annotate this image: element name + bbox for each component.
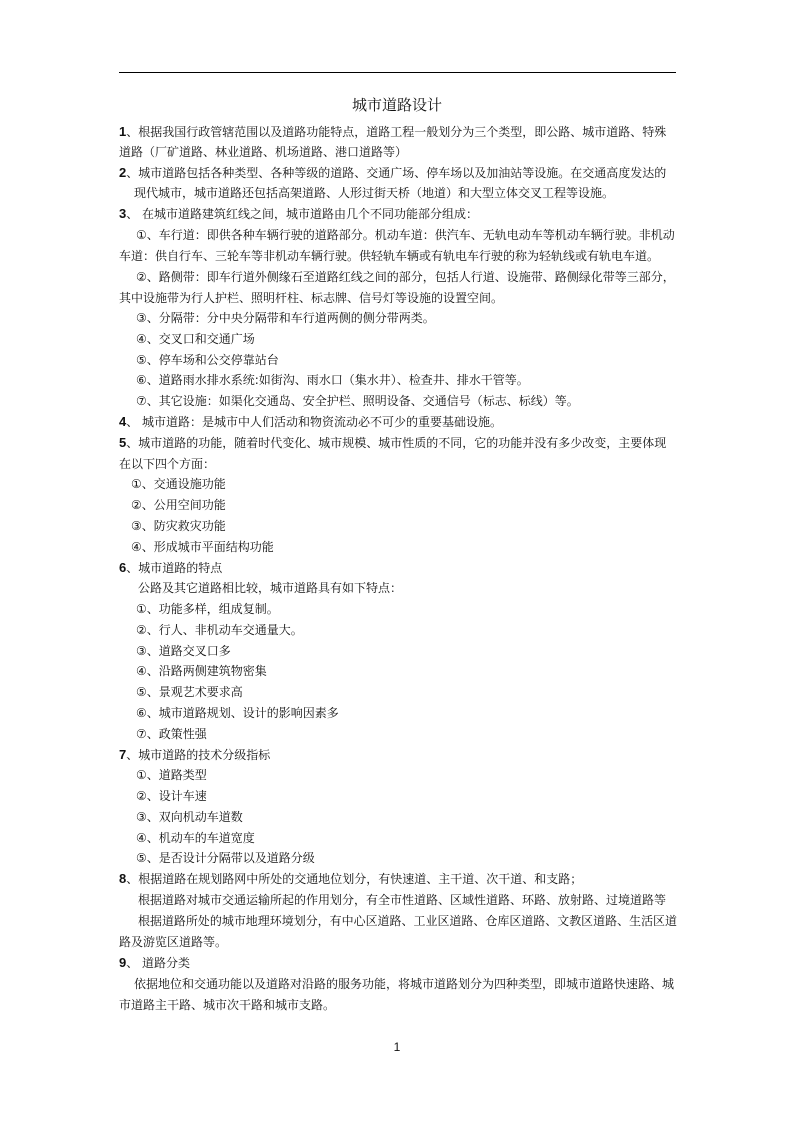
text-line	[119, 454, 215, 474]
text-line	[136, 765, 207, 785]
line-text: 现代城市，城市道路还包括高架道路、人形过街天桥（地道）和大型立体交叉工程等设施。	[134, 186, 615, 200]
line-text: 、城市道路的技术分级指标	[126, 748, 271, 762]
item-number: 1	[119, 124, 127, 139]
line-text: ④、机动车的车道宽度	[136, 831, 255, 845]
line-text: 市道路主干路、城市次干路和城市支路。	[119, 998, 336, 1012]
text-line	[136, 682, 243, 702]
line-text: ⑤、停车场和公交停靠站台	[136, 353, 279, 367]
text-line	[119, 122, 666, 142]
text-line	[138, 890, 666, 910]
text-line	[136, 370, 529, 390]
text-line	[136, 267, 675, 287]
item-number: 4	[119, 414, 127, 429]
item-number: 2	[119, 165, 127, 180]
line-text: 公路及其它道路相比较，城市道路具有如下特点：	[138, 581, 403, 595]
page-number: 1	[393, 1040, 401, 1054]
text-line	[119, 869, 582, 889]
text-line	[119, 246, 659, 266]
text-line	[119, 953, 190, 973]
line-text: 、根据道路在规划路网中所处的交通地位划分，有快速道、主干道、次干道、和支路；	[126, 872, 583, 886]
text-line	[136, 620, 303, 640]
line-text: ①、车行道：即供各种车辆行驶的道路部分。机动车道：供汽车、无轨电动车等机动车辆行驶。非机动	[136, 228, 675, 242]
line-text: ⑦、其它设施：如渠化交通岛、安全护栏、照明设备、交通信号（标志、标线）等。	[136, 394, 579, 408]
item-number: 6	[119, 560, 127, 575]
line-text: ⑤、景观艺术要求高	[136, 685, 243, 699]
line-text: 依据地位和交通功能以及道路对沿路的服务功能，将城市道路划分为四种类型，即城市道路快速路、城	[134, 977, 675, 991]
text-line	[136, 641, 231, 661]
line-text: ④、沿路两侧建筑物密集	[136, 664, 267, 678]
text-line	[136, 828, 255, 848]
line-text: 、城市道路包括各种类型、各种等级的道路、交通广场、停车场以及加油站等设施。在交通高度发达的	[126, 166, 667, 180]
line-text: 、 道路分类	[126, 956, 191, 970]
line-text: 、 在城市道路建筑红线之间，城市道路由几个不同功能部分组成：	[126, 207, 479, 221]
text-line	[136, 703, 339, 723]
text-line	[119, 433, 666, 453]
text-line	[136, 308, 435, 328]
text-line	[134, 974, 674, 994]
item-number: 9	[119, 955, 127, 970]
text-line	[131, 516, 226, 536]
text-line	[119, 142, 407, 162]
line-text: 在以下四个方面：	[119, 457, 216, 471]
line-text: ⑦、政策性强	[136, 727, 207, 741]
text-line	[136, 848, 315, 868]
line-text: ⑥、道路雨水排水系统:如街沟、雨水口（集水井）、检查井、排水干管等。	[136, 373, 529, 387]
text-line	[136, 391, 579, 411]
line-text: ②、设计车速	[136, 789, 207, 803]
line-text: ①、功能多样，组成复制。	[136, 602, 279, 616]
text-line	[136, 329, 255, 349]
text-line	[136, 807, 243, 827]
page-title: 城市道路设计	[351, 96, 442, 114]
line-text: 、城市道路的特点	[126, 561, 223, 575]
item-number: 3	[119, 206, 127, 221]
line-text: ④、交叉口和交通广场	[136, 332, 255, 346]
line-text: ①、道路类型	[136, 768, 207, 782]
text-line	[119, 745, 270, 765]
line-text: ②、公用空间功能	[131, 498, 226, 512]
line-text: 根据道路所处的城市地理环境划分，有中心区道路、工业区道路、仓库区道路、文教区道路、生活区道	[138, 914, 678, 928]
line-text: ⑥、城市道路规划、设计的影响因素多	[136, 706, 339, 720]
text-line	[119, 288, 503, 308]
text-line	[136, 786, 207, 806]
text-line	[136, 225, 675, 245]
text-line	[119, 163, 666, 183]
text-line	[136, 724, 207, 744]
text-line	[131, 495, 226, 515]
line-text: 其中设施带为行人护栏、照明杆柱、标志牌、信号灯等设施的设置空间。	[119, 291, 504, 305]
text-line	[136, 661, 267, 681]
line-text: ②、行人、非机动车交通量大。	[136, 623, 303, 637]
line-text: 、根据我国行政管辖范围以及道路功能特点，道路工程一般划分为三个类型，即公路、城市道路、特殊	[126, 125, 667, 139]
line-text: 根据道路对城市交通运输所起的作用划分，有全市性道路、区域性道路、环路、放射路、过境道路等	[138, 893, 667, 907]
text-line	[119, 412, 502, 432]
text-line	[119, 558, 222, 578]
line-text: ③、双向机动车道数	[136, 810, 243, 824]
item-number: 7	[119, 747, 127, 762]
line-text: 路及游览区道路等。	[119, 935, 228, 949]
text-line	[119, 204, 478, 224]
item-number: 5	[119, 435, 127, 450]
line-text: ③、道路交叉口多	[136, 644, 231, 658]
text-line	[138, 578, 402, 598]
line-text: 车道：供自行车、三轮车等非机动车辆行驶。供轻轨车辆或有轨电车行驶的称为轻轨线或有轨电车道。	[119, 249, 660, 263]
text-line	[131, 537, 274, 557]
text-line	[131, 474, 226, 494]
line-text: ①、交通设施功能	[131, 477, 226, 491]
line-text: ⑤、是否设计分隔带以及道路分级	[136, 851, 315, 865]
text-line	[119, 995, 335, 1015]
line-text: ③、防灾救灾功能	[131, 519, 226, 533]
text-line	[136, 599, 279, 619]
line-text: ④、形成城市平面结构功能	[131, 540, 274, 554]
text-line	[136, 350, 279, 370]
header-rule	[119, 72, 676, 73]
line-text: ③、分隔带：分中央分隔带和车行道两侧的侧分带两类。	[136, 311, 435, 325]
line-text: 道路（厂矿道路、林业道路、机场道路、港口道路等）	[119, 145, 408, 159]
item-number: 8	[119, 871, 127, 886]
line-text: 、城市道路的功能，随着时代变化、城市规模、城市性质的不同，它的功能并没有多少改变，主要体现	[126, 436, 667, 450]
text-line	[134, 183, 614, 203]
text-line	[119, 932, 227, 952]
line-text: 、 城市道路：是城市中人们活动和物资流动必不可少的重要基础设施。	[126, 415, 503, 429]
text-line	[138, 911, 677, 931]
line-text: ②、路侧带：即车行道外侧缘石至道路红线之间的部分，包括人行道、设施带、路侧绿化带等三部分，	[136, 270, 675, 284]
